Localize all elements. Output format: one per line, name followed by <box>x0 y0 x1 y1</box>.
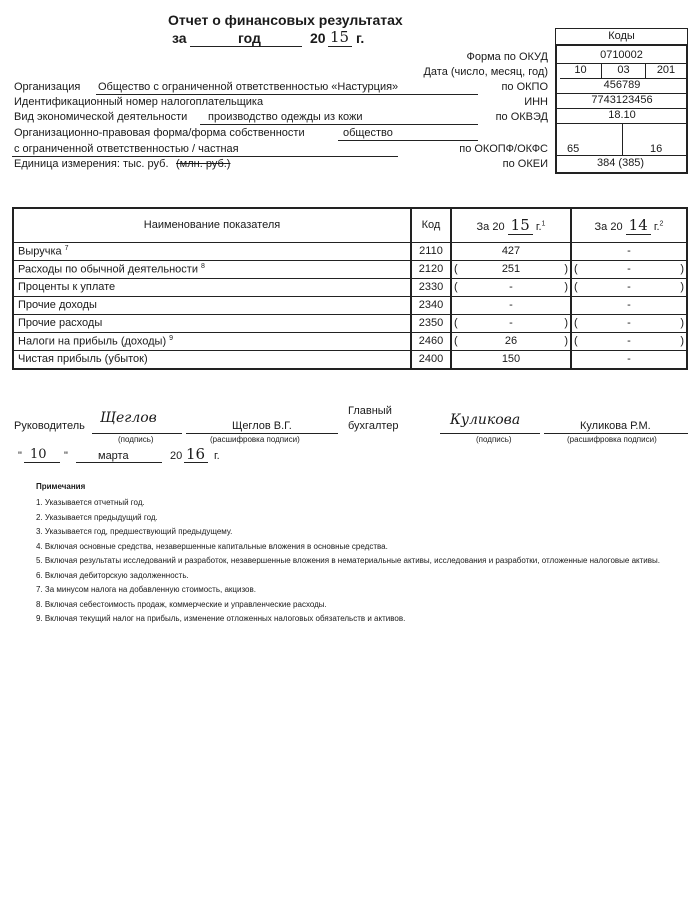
cur-year: 15 <box>508 216 533 235</box>
notes-section <box>36 482 686 627</box>
okopf-divider <box>622 124 623 156</box>
row-previous-value: - <box>627 353 631 365</box>
unit-struck: (млн. руб.) <box>176 158 231 170</box>
row-name <box>13 278 411 296</box>
row-name-text: Чистая прибыль (убыток) <box>18 353 148 365</box>
report-title: Отчет о финансовых результатах <box>168 12 403 28</box>
note-item: 6. Включая дебиторскую задолженность. <box>36 570 189 580</box>
head-name-line <box>186 433 338 434</box>
paren-open: ( <box>454 281 458 293</box>
paren-open: ( <box>574 317 578 329</box>
row-code: 2340 <box>411 296 451 314</box>
head-sign-caption: (подпись) <box>118 435 154 444</box>
row-code: 2330 <box>411 278 451 296</box>
okopf-value: 65 <box>567 143 580 155</box>
table-row <box>13 278 687 296</box>
row-current <box>451 278 571 296</box>
chief-signature: Куликова <box>450 412 521 428</box>
date-label: Дата (число, месяц, год) <box>423 66 548 78</box>
title-year-word: год <box>238 30 261 46</box>
okei-value: 384 (385) <box>597 157 645 169</box>
sign-month: марта <box>98 450 129 462</box>
table-row <box>13 332 687 350</box>
date-day: 10 <box>560 64 602 79</box>
notes-title: Примечания <box>36 482 86 491</box>
head-decode-caption: (расшифровка подписи) <box>210 435 300 444</box>
head-signature: Щеглов <box>100 410 157 426</box>
okei-label: по ОКЕИ <box>502 158 548 170</box>
paren-open: ( <box>574 263 578 275</box>
row-note: 7 <box>64 244 69 252</box>
row-current <box>451 350 571 369</box>
activity-label: Вид экономической деятельности <box>14 111 188 123</box>
note-item: 4. Включая основные средства, незавершенные капитальные вложения в основные средства. <box>36 541 388 551</box>
row-current <box>451 332 571 350</box>
row-current-value: 427 <box>501 245 521 257</box>
inn-code-label: ИНН <box>524 96 548 108</box>
row-previous <box>571 242 687 260</box>
row-current-value: 26 <box>504 335 518 347</box>
note-item: 7. За минусом налога на добавленную стоимость, акцизов. <box>36 585 256 594</box>
form-value2: с ограниченной ответственностью / частная <box>14 143 239 155</box>
year-word-underline <box>190 46 302 47</box>
row-previous-value: - <box>627 317 631 329</box>
row-current-value: 150 <box>501 353 521 365</box>
chief-sign-line <box>440 433 540 434</box>
table-row <box>13 296 687 314</box>
row-name <box>13 350 411 369</box>
date-month: 03 <box>602 64 646 79</box>
day-line <box>24 462 60 463</box>
row-current-value: - <box>509 317 513 329</box>
sign-year-line <box>184 462 208 463</box>
note-item: 3. Указывается год, предшествующий предыдущему. <box>36 527 233 536</box>
col-prev-header <box>571 208 687 242</box>
okved-value: 18.10 <box>557 109 687 124</box>
row-name <box>13 314 411 332</box>
year-underline <box>328 46 352 47</box>
row-previous <box>571 296 687 314</box>
okud-label: Форма по ОКУД <box>466 51 548 63</box>
activity-value: производство одежды из кожи <box>208 111 363 123</box>
sign-year: 16 <box>186 445 206 463</box>
row-previous <box>571 332 687 350</box>
paren-open: ( <box>454 317 458 329</box>
paren-close: ) <box>564 317 568 329</box>
row-previous <box>571 314 687 332</box>
prev-prefix: За 20 <box>594 221 623 234</box>
chief-label2: бухгалтер <box>348 420 399 432</box>
head-name: Щеглов В.Г. <box>232 420 292 432</box>
title-year-hand: 15 <box>330 28 350 46</box>
codes-header: Коды <box>555 28 688 45</box>
row-previous-value: - <box>627 299 631 311</box>
note-item: 1. Указывается отчетный год. <box>36 498 145 507</box>
okpo-label: по ОКПО <box>501 81 548 93</box>
inn-label: Идентификационный номер налогоплательщика <box>14 96 264 108</box>
table-row <box>13 260 687 278</box>
row-current-value: - <box>509 299 513 311</box>
row-name-text: Расходы по обычной деятельности <box>18 263 198 276</box>
table-row <box>13 314 687 332</box>
col-cur-header <box>451 208 571 242</box>
note-item: 9. Включая текущий налог на прибыль, изменение отложенных налоговых обязательств и активов. <box>36 614 406 623</box>
quote-close: " <box>64 450 68 462</box>
row-note: 8 <box>201 262 205 270</box>
table-body <box>13 242 687 369</box>
note-item: 5. Включая результаты исследований и разработок, незавершенные вложения в нематериальные активы, исследования и разработки, отложенные налоговые активы. <box>36 556 660 565</box>
row-name-text: Выручка <box>18 245 62 258</box>
form-value1: общество <box>343 127 393 139</box>
row-name <box>13 242 411 260</box>
paren-close: ) <box>564 281 568 293</box>
row-previous-value: - <box>627 245 631 257</box>
row-code: 2120 <box>411 260 451 278</box>
row-name <box>13 296 411 314</box>
row-previous-value: - <box>627 335 631 347</box>
head-sign-line <box>92 433 182 434</box>
okved-label: по ОКВЭД <box>495 111 548 123</box>
cur-suffix: г. <box>535 221 542 234</box>
unit-label: Единица измерения: тыс. руб. <box>14 158 169 170</box>
title-twenty: 20 <box>310 30 326 46</box>
quote-open: " <box>18 450 22 462</box>
row-name-text: Налоги на прибыль (доходы) <box>18 335 167 348</box>
prev-note: 2 <box>659 220 664 228</box>
row-name-text: Прочие расходы <box>18 317 103 329</box>
form-underline1 <box>338 140 478 141</box>
sign-day: 10 <box>30 447 47 462</box>
sign-year-suffix: г. <box>214 450 220 462</box>
cur-prefix: За 20 <box>476 221 505 234</box>
title-g: г. <box>356 30 365 46</box>
row-code: 2110 <box>411 242 451 260</box>
chief-name: Куликова Р.М. <box>580 420 651 432</box>
paren-open: ( <box>454 335 458 347</box>
row-name <box>13 332 411 350</box>
cur-note: 1 <box>541 220 546 228</box>
row-previous-value: - <box>627 263 631 275</box>
month-line <box>76 462 162 463</box>
row-current <box>451 296 571 314</box>
row-name <box>13 260 411 278</box>
form-underline2 <box>12 156 398 157</box>
chief-decode-caption: (расшифровка подписи) <box>567 435 657 444</box>
row-name-text: Проценты к уплате <box>18 281 116 293</box>
activity-underline <box>200 124 478 125</box>
date-year: 201 <box>646 64 686 79</box>
row-code: 2460 <box>411 332 451 350</box>
paren-open: ( <box>574 281 578 293</box>
row-current <box>451 242 571 260</box>
paren-open: ( <box>574 335 578 347</box>
org-underline <box>96 94 478 95</box>
row-current-value: - <box>509 281 513 293</box>
row-previous-value: - <box>627 281 631 293</box>
okopf-label: по ОКОПФ/ОКФС <box>459 143 548 155</box>
col-code-header: Код <box>411 208 451 242</box>
inn-value: 7743123456 <box>557 94 687 109</box>
okfs-value: 16 <box>650 143 663 155</box>
table-row <box>13 350 687 369</box>
paren-close: ) <box>564 335 568 347</box>
prev-suffix: г. <box>653 221 660 234</box>
chief-name-line <box>544 433 688 434</box>
okud-value: 0710002 <box>555 48 688 64</box>
row-name-text: Прочие доходы <box>18 299 97 311</box>
chief-label1: Главный <box>348 405 392 417</box>
row-previous <box>571 278 687 296</box>
title-za: за <box>172 30 187 46</box>
org-value: Общество с ограниченной ответственностью «Настурция» <box>98 81 399 93</box>
okpo-value: 456789 <box>557 79 687 94</box>
col-name-header: Наименование показателя <box>13 208 411 242</box>
row-current <box>451 260 571 278</box>
table-row <box>13 242 687 260</box>
org-label: Организация <box>14 81 81 93</box>
paren-close: ) <box>680 263 684 275</box>
paren-close: ) <box>564 263 568 275</box>
chief-sign-caption: (подпись) <box>476 435 512 444</box>
form-label: Организационно-правовая форма/форма собственности <box>14 127 305 139</box>
head-label: Руководитель <box>14 420 85 432</box>
note-item: 8. Включая себестоимость продаж, коммерческие и управленческие расходы. <box>36 599 327 609</box>
prev-year: 14 <box>626 216 651 235</box>
notes-list <box>36 496 686 626</box>
row-current <box>451 314 571 332</box>
note-item: 2. Указывается предыдущий год. <box>36 512 158 522</box>
row-code: 2350 <box>411 314 451 332</box>
paren-open: ( <box>454 263 458 275</box>
paren-close: ) <box>680 281 684 293</box>
row-previous <box>571 350 687 369</box>
row-note: 9 <box>169 334 174 342</box>
paren-close: ) <box>680 335 684 347</box>
row-current-value: 251 <box>501 263 521 275</box>
row-previous <box>571 260 687 278</box>
results-table <box>12 207 688 370</box>
sign-year-prefix: 20 <box>170 450 183 462</box>
table-header-row <box>13 208 687 242</box>
row-code: 2400 <box>411 350 451 369</box>
paren-close: ) <box>680 317 684 329</box>
